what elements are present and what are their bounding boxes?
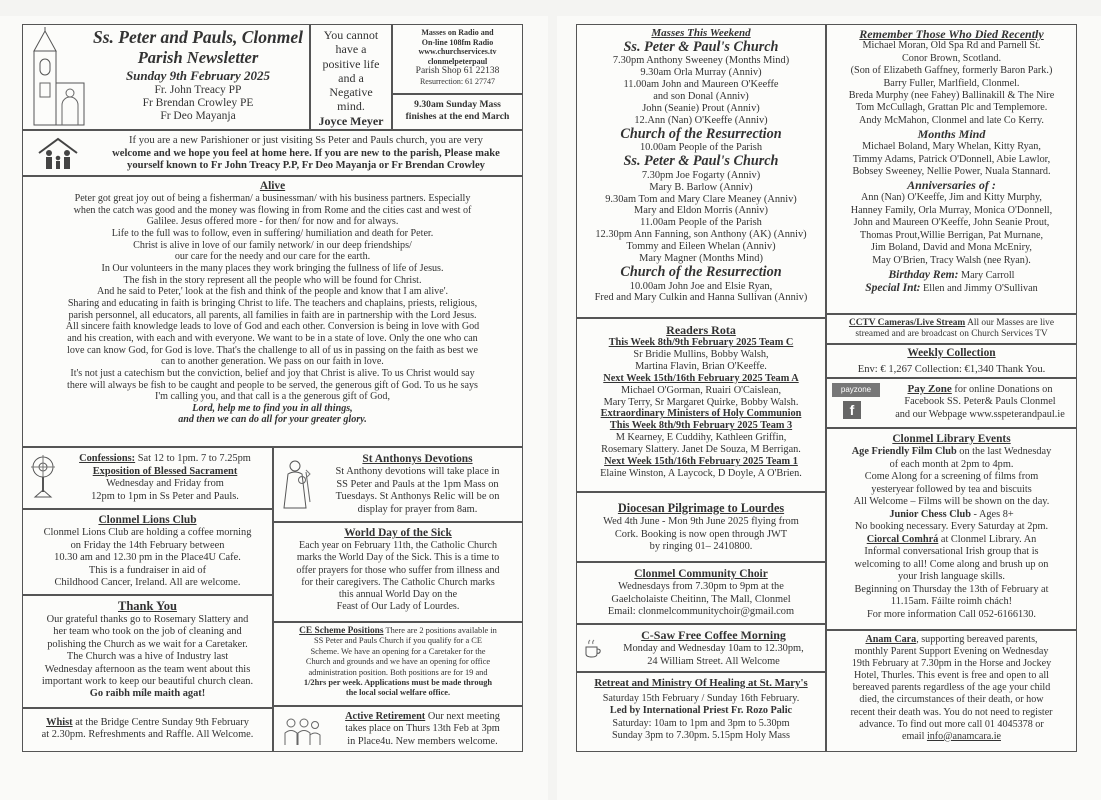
- library-title: Clonmel Library Events: [892, 433, 1011, 445]
- remember-title: Remember Those Who Died Recently: [859, 27, 1044, 41]
- lourdes-title: Diocesan Pilgrimage to Lourdes: [617, 501, 785, 515]
- retirement-line: Our next meeting: [425, 711, 500, 722]
- film-club-title: Age Friendly Film Club: [851, 446, 957, 457]
- irish-group-title: Ciorcal Comhrá: [866, 533, 939, 545]
- film-club-line: Come Along for a screening of films from: [864, 471, 1039, 482]
- film-club-line: yesteryear followed by tea and biscuits: [871, 483, 1032, 495]
- mass-intention: 11.00am John and Maureen O'Keeffe: [623, 79, 779, 91]
- radio-line: www.churchservices.tv: [418, 47, 497, 56]
- cctv-line: All our Masses are live: [965, 318, 1055, 328]
- resurrection-phone: Resurrection: 61 27747: [419, 77, 496, 86]
- exposition-line: Wednesday and Friday from: [106, 478, 224, 489]
- alive-line: And he said to Peter,' look at the fish and think of the people and know that I am alive'.: [96, 286, 449, 298]
- anniversary-line: John and Maureen O'Keeffe, John Seanie Prout,: [853, 217, 1050, 229]
- welcome-line: If you are a new Parishioner or just visiting Ss Peter and Pauls church, you are very: [129, 135, 483, 146]
- st-anthony-box: [273, 447, 523, 522]
- quote-line: mind.: [337, 99, 365, 114]
- radio-line: Masses on Radio and: [421, 28, 494, 37]
- thank-you-line: Our grateful thanks go to Rosemary Slattery and: [46, 614, 249, 625]
- alive-line: when the catch was good and the money was flowing in from Rome and the cities cast and west of: [73, 204, 472, 216]
- remember-line: Breda Murphy (nee Fahey) Ballinakill & The Nire: [848, 90, 1055, 102]
- church-tower-icon: [26, 27, 86, 127]
- anam-cara-line: Hotel, Thurles. This event is free and open to all: [853, 670, 1049, 682]
- anniversary-line: Jim Boland, David and Mona McEniry,: [871, 242, 1032, 254]
- payzone-line: and our Webpage www.sspeterandpaul.ie: [895, 408, 1065, 420]
- thank-you-line: The Church was a hive of Industry last: [66, 651, 229, 663]
- mass-intention: 7.30pm Anthony Sweeney (Months Mind): [612, 55, 790, 67]
- st-anthony-line: Tuesdays. St Anthonys Relic will be on: [335, 491, 500, 502]
- alive-line: Life to the full was to follow, even in suffering/ humiliation and death for Peter.: [111, 227, 434, 239]
- masses-box: [576, 24, 826, 318]
- emhc-title: Extraordinary Ministers of Holy Communion: [600, 408, 802, 420]
- alive-line: our care for the needy and our care for the earth.: [174, 251, 371, 263]
- alive-line: In Our volunteers in the many places they work bringing the fullness of life of Jesus.: [101, 262, 444, 274]
- mass-intention: Mary B. Barlow (Anniv): [649, 181, 753, 193]
- family-home-icon: [37, 137, 79, 171]
- alive-line: can to another generation. We pass on our faith in love.: [161, 356, 384, 368]
- readers-names: Mary Terry, Sr Margaret Quirke, Bobby Walsh.: [603, 396, 799, 408]
- clergy-name: Fr. John Treacy PP: [154, 84, 242, 96]
- clergy-name: Fr Deo Mayanja: [160, 110, 236, 122]
- mass-intention: 9.30am Orla Murray (Anniv): [640, 67, 762, 79]
- lourdes-line: Cork. Booking is now open through JWT: [614, 528, 788, 540]
- months-mind-line: Timmy Adams, Patrick O'Donnell, Abie Lawlor,: [852, 153, 1051, 165]
- alive-line: parish personnel, all educators, all parents, all families in faith are in partnership with the Lord Jesus.: [68, 309, 477, 321]
- issue-date: Sunday 9th February 2025: [125, 68, 271, 83]
- church-heading: Ss. Peter & Paul's Church: [623, 38, 779, 55]
- ce-line: the local social welfare office.: [345, 688, 451, 698]
- anniversary-line: Hanney Family, Orla Murray, Monica O'Donnell,: [850, 204, 1053, 216]
- anam-cara-line: died, the circumstances of their death, or how: [859, 694, 1044, 706]
- lions-line: Clonmel Lions Club are holding a coffee morning: [43, 527, 252, 538]
- st-anthony-title: St Anthonys Devotions: [362, 453, 473, 465]
- retirement-line: in Place4u. New members welcome.: [347, 735, 498, 747]
- quote-box: [310, 24, 392, 130]
- alive-line: there will always be fish to be caught and people to be served, the generous gift of God. To us he says: [67, 379, 478, 391]
- ce-line: Church and grounds and we have an opening for office: [305, 657, 491, 667]
- mass-intention: Mary Magner (Months Mind): [639, 253, 763, 265]
- chess-club-line: - Ages 8+: [970, 508, 1014, 520]
- retreat-title: Retreat and Ministry Of Healing at St. Mary's: [594, 677, 808, 689]
- choir-title: Clonmel Community Choir: [634, 568, 768, 580]
- retreat-leader: Led by International Priest Fr. Rozo Palic: [609, 705, 793, 717]
- sick-line: Feast of Our Lady of Lourdes.: [336, 601, 460, 613]
- readers-week: Next Week 15th/16th February 2025 Team A: [603, 372, 799, 384]
- csaw-line: Monday and Wednesday 10am to 12.30pm,: [623, 643, 804, 654]
- months-mind-title: Months Mind: [917, 127, 986, 142]
- mass-intention: 10.00am People of the Parish: [639, 142, 763, 154]
- anam-cara-title: Anam Cara: [865, 634, 917, 645]
- birthday-names: Mary Carroll: [958, 269, 1015, 281]
- readers-rota-box: [576, 318, 826, 492]
- choir-line: Wednesdays from 7.30pm to 9pm at the: [618, 581, 784, 592]
- mass-notice: [392, 94, 523, 130]
- alive-line: I'm calling you, and that call is a the generous gift of God,: [154, 391, 391, 403]
- email-label: email: [902, 730, 927, 742]
- alive-line: The fish in the story represent all the people who will be found for Christ.: [123, 274, 422, 286]
- film-club-line: on the last Wednesday: [956, 446, 1052, 457]
- readers-names: Rosemary Slattery. Janet De Souza, M Berrigan.: [601, 444, 801, 456]
- clergy-name: Fr Brendan Crowley PE: [142, 97, 254, 109]
- payzone-logo: payzone: [832, 383, 880, 397]
- parish-title: Ss. Peter and Pauls, Clonmel: [92, 27, 304, 47]
- quote-line: Negative: [329, 85, 373, 100]
- mass-intention: 10.00am John Joe and Elsie Ryan,: [629, 280, 773, 292]
- anam-cara-email-link[interactable]: info@anamcara.ie: [926, 730, 1001, 742]
- alive-line: Sharing and educating in faith is bringing Christ to life. The teachers and chaplains, priests, religious,: [67, 297, 478, 309]
- mass-intention: 11.00am People of the Parish: [640, 217, 762, 229]
- anam-cara-line: , supporting bereaved parents,: [916, 634, 1038, 645]
- ce-line: There are 2 positions available in: [383, 626, 497, 635]
- ce-line: administration position. Both positions are for 19 and: [308, 667, 488, 677]
- payzone-box: [826, 378, 1077, 428]
- payzone-title[interactable]: Pay Zone: [907, 383, 952, 395]
- months-mind-line: Michael Boland, Mary Whelan, Kitty Ryan,: [862, 141, 1041, 153]
- irish-group-line: at Clonmel Library. An: [938, 533, 1037, 545]
- welcome-box: [22, 130, 523, 176]
- payzone-line: for online Donations on: [951, 384, 1053, 395]
- library-box: [826, 428, 1077, 630]
- irish-group-line: Informal conversational Irish group that is: [864, 546, 1039, 557]
- collection-amounts: Env: € 1,267 Collection: €1,340 Thank You.: [857, 364, 1046, 375]
- collection-title: Weekly Collection: [907, 347, 996, 359]
- remember-line: Tom McCullagh, Grattan Plc and Templemore.: [855, 102, 1048, 114]
- thank-you-line: Wednesday afternoon as the team went about this: [44, 663, 251, 675]
- whist-label: Whist: [46, 717, 73, 728]
- retirement-group-icon: [282, 715, 322, 747]
- readers-names: Michael O'Gorman, Ruairi O'Caislean,: [620, 384, 782, 396]
- choir-box: [576, 562, 826, 624]
- special-int-label: Special Int:: [865, 282, 921, 295]
- radio-line: On-line 108fm Radio: [421, 37, 494, 47]
- quote-line: positive life: [322, 56, 380, 71]
- alive-article: [22, 176, 523, 447]
- csaw-title: C-Saw Free Coffee Morning: [641, 628, 786, 642]
- months-mind-line: Bobsey Sweeney, Nellie Power, Nuala Stannard.: [852, 166, 1051, 178]
- anniversary-line: Thomas Prout,Willie Berrigan, Pat Murnane,: [859, 229, 1044, 241]
- alive-closing: and then we can do all for your greater glory.: [178, 414, 367, 426]
- alive-line: Christ is alive in love of our family network/ in our deep friendships/: [133, 239, 412, 251]
- chess-club-line: No booking necessary. Every Saturday at 2pm.: [854, 521, 1049, 532]
- confessions-hours: Sat 12 to 1pm. 7 to 7.25pm: [137, 453, 251, 464]
- lions-title: Clonmel Lions Club: [98, 514, 197, 526]
- mass-intention: 9.30am Tom and Mary Clare Meaney (Anniv): [605, 193, 797, 205]
- alive-line: It's not just a catechism but the conviction, belief and joy that Christ is alive. To us Christ would say: [70, 367, 475, 379]
- alive-line: Galilee. Jesus offered more - for then/ for now and for always.: [146, 216, 399, 228]
- world-day-sick-box: [273, 522, 523, 622]
- church-heading: Ss. Peter & Paul's Church: [623, 153, 779, 170]
- thank-you-line: important work to keep our beautiful church clean.: [41, 676, 254, 688]
- irish-group-line: your Irish language skills.: [898, 571, 1005, 582]
- facebook-icon: f: [843, 401, 861, 419]
- choir-line: Email: clonmelcommunitychoir@gmail.com: [607, 606, 795, 618]
- church-heading: Church of the Resurrection: [620, 125, 782, 142]
- retreat-line: Saturday: 10am to 1pm and 3pm to 5.30pm: [612, 717, 790, 729]
- anam-cara-line: 19th February at 7.30pm in the Horse and Jockey: [851, 658, 1052, 670]
- irish-group-line: For more information Call 052-6166130.: [866, 608, 1037, 620]
- sick-line: Each year on February 11th, the Catholic Church: [298, 540, 498, 551]
- readers-week: This Week 8th/9th February 2025 Team C: [608, 337, 794, 348]
- parish-shop-phone: Parish Shop 61 22138: [415, 66, 500, 76]
- sick-line: this annual World Day on the: [338, 589, 458, 601]
- chess-club-title: Junior Chess Club: [889, 508, 971, 520]
- alive-line: Peter got great joy out of being a fisherman/ a businessman/ with his business partners. Especially: [74, 193, 471, 204]
- anam-cara-line: advance. To find out more call 01 4045378 or: [859, 718, 1044, 730]
- whist-line: at 2.30pm. Refreshments and Raffle. All Welcome.: [41, 729, 254, 741]
- coffee-cup-icon: [584, 639, 602, 659]
- sick-line: for their caregivers. The Catholic Church marks: [301, 576, 495, 588]
- payzone-line: Facebook SS. Peter& Pauls Clonmel: [904, 396, 1056, 408]
- whist-line: at the Bridge Centre Sunday 9th February: [72, 717, 249, 728]
- masses-title: Masses This Weekend: [651, 27, 751, 39]
- anniversary-line: Ann (Nan) O'Keeffe, Jim and Kitty Murphy,: [861, 192, 1042, 204]
- st-anthony-line: SS Peter and Pauls at the 1pm Mass on: [336, 478, 499, 490]
- lions-line: 10.30 am and 12.30 pm in the Place4U Cafe.: [54, 552, 241, 563]
- film-club-line: of each month at 2pm to 4pm.: [889, 458, 1014, 470]
- alive-title: Alive: [259, 180, 286, 192]
- cctv-line: streamed and are broadcast on Church Services TV: [855, 329, 1048, 339]
- alive-line: and his creation, with each and with everyone. We want to be in a state of love. Only the one who can: [67, 332, 478, 344]
- ce-title: CE Scheme Positions: [299, 626, 384, 636]
- mass-intention: John (Seanie) Prout (Anniv): [642, 103, 760, 115]
- confessions-label: Confessions:: [79, 453, 136, 464]
- st-anthony-line: St Anthony devotions will take place in: [335, 466, 500, 477]
- irish-group-line: welcoming to all! Come along and brush up on: [854, 558, 1049, 570]
- ce-line: Scheme. We have an opening for a Caretaker for the: [310, 646, 486, 656]
- special-int-names: Ellen and Jimmy O'Sullivan: [920, 283, 1038, 295]
- ce-scheme-box: [273, 622, 523, 706]
- remember-line: (Son of Elizabeth Gaffney, formerly Baron Park.): [850, 65, 1053, 77]
- cctv-title: CCTV Cameras/Live Stream: [848, 318, 966, 328]
- thank-you-box: [22, 595, 273, 708]
- whist-box: [22, 708, 273, 752]
- radio-box: [392, 24, 523, 94]
- confessions-box: [22, 447, 273, 509]
- retreat-line: Sunday 3pm to 7.30pm. 5.15pm Holy Mass: [611, 729, 790, 741]
- lions-line: Childhood Cancer, Ireland. All are welcome.: [54, 577, 241, 588]
- film-club-line: All Welcome – Films will be shown on the day.: [853, 496, 1050, 507]
- mass-intention: and son Donal (Anniv): [653, 91, 749, 103]
- retreat-line: Saturday 15th February / Sunday 16th February.: [602, 693, 800, 704]
- anam-cara-line: bereaved parents regardless of the age your child: [852, 682, 1051, 694]
- anniversaries-title: Anniversaries of :: [907, 178, 996, 193]
- masthead: [22, 24, 310, 130]
- exposition-line: 12pm to 1pm in Ss Peter and Pauls.: [91, 490, 239, 502]
- welcome-line: welcome and we hope you feel at home here. If you are new to the parish, Please make: [112, 147, 500, 159]
- ce-line: 1/2hrs per week. Applications must be made through: [303, 678, 493, 688]
- radio-line: clonmelpeterpaul: [427, 56, 488, 66]
- mass-intention: Mary and Eldon Morris (Anniv): [634, 205, 768, 217]
- irish-group-line: 11.15am. Fáilte roimh chách!: [890, 596, 1013, 607]
- quote-line: have a: [335, 42, 367, 57]
- thank-you-line: polishing the Church as we wait for a Caretaker.: [47, 638, 248, 650]
- thank-you-title: Thank You: [118, 599, 177, 613]
- sick-line: marks the World Day of the Sick. This is a time to: [296, 552, 500, 564]
- alive-closing: Lord, help me to find you in all things,: [192, 402, 353, 414]
- cctv-box: [826, 314, 1077, 344]
- remember-box: [826, 24, 1077, 314]
- anam-cara-line: monthly Parent Support Evening on Wednesday: [854, 646, 1049, 658]
- remember-line: Andy McMahon, Clonmel and late Co Kerry.: [859, 114, 1044, 126]
- exposition-title: Exposition of Blessed Sacrament: [92, 465, 238, 477]
- lourdes-box: [576, 492, 826, 562]
- lions-line: This is a fundraiser in aid of: [88, 564, 207, 576]
- birthday-label: Birthday Rem:: [888, 268, 959, 281]
- lourdes-line: Wed 4th June - Mon 9th June 2025 flying from: [603, 516, 799, 527]
- remember-line: Barry Fuller, Marlfield, Clonmel.: [883, 77, 1020, 89]
- irish-group-line: Beginning on Thursday the 13th of February at: [854, 583, 1049, 595]
- quote-line: You cannot: [323, 28, 379, 42]
- mass-intention: Fred and Mary Culkin and Hanna Sullivan (Anniv): [594, 292, 808, 304]
- newsletter-subtitle: Parish Newsletter: [137, 48, 259, 67]
- anniversary-line: May O'Brien, Tracy Walsh (nee Ryan).: [872, 254, 1031, 266]
- readers-names: M Kearney, E Cuddihy, Kathleen Griffin,: [615, 432, 787, 444]
- retreat-box: [576, 672, 826, 752]
- remember-line: Conor Brown, Scotland.: [901, 52, 1002, 64]
- readers-week: Next Week 15th/16th February 2025 Team 1: [604, 456, 798, 468]
- alive-line: All sincere faith knowledge leads to love of God and each other. Conversion is being in love with God: [65, 321, 480, 333]
- thank-you-line: her team who took on the job of cleaning and: [53, 626, 242, 638]
- saint-anthony-icon: [282, 458, 312, 510]
- collection-box: [826, 344, 1077, 378]
- sick-line: offer prayers for those who suffer from illness and: [296, 564, 500, 576]
- mass-intention: 12.30pm Ann Fanning, son Anthony (AK) (Anniv): [595, 229, 807, 241]
- ce-line: SS Peter and Pauls Church if you qualify for a CE: [314, 636, 482, 646]
- welcome-line: yourself known to Fr John Treacy P.P, Fr Deo Mayanja or Fr Brendan Crowley: [127, 160, 485, 171]
- remember-line: Michael Moran, Old Spa Rd and Parnell St.: [862, 40, 1041, 52]
- notice-line: finishes at the end March: [405, 110, 510, 122]
- st-anthony-line: display for prayer from 8am.: [357, 503, 478, 515]
- csaw-box: [576, 624, 826, 672]
- readers-title: Readers Rota: [666, 323, 736, 337]
- monstrance-icon: [30, 454, 56, 498]
- mass-intention: 12.Ann (Nan) O'Keeffe (Anniv): [634, 114, 768, 126]
- readers-names: Martina Flavin, Brian O'Keeffe.: [635, 360, 767, 372]
- csaw-line: 24 William Street. All Welcome: [647, 655, 780, 667]
- quote-author: Joyce Meyer: [318, 113, 384, 128]
- lions-club-box: [22, 509, 273, 595]
- retirement-title: Active Retirement: [345, 711, 426, 722]
- retirement-line: takes place on Thurs 13th Feb at 3pm: [345, 723, 500, 735]
- lourdes-line: by ringing 01– 2410800.: [649, 541, 753, 552]
- choir-line: Gaelcholaiste Cheitinn, The Mall, Clonmel: [611, 593, 791, 605]
- alive-line: love can know God, for God is love. That's the challenge to all of us in passing on the faith as best we: [67, 344, 478, 356]
- readers-names: Sr Bridie Mullins, Bobby Walsh,: [633, 348, 769, 360]
- thank-you-irish: Go raibh míle maith agat!: [89, 688, 206, 700]
- active-retirement-box: [273, 706, 523, 752]
- readers-week: This Week 8th/9th February 2025 Team 3: [609, 420, 793, 432]
- mass-intention: Tommy and Eileen Whelan (Anniv): [626, 241, 776, 253]
- quote-line: and a: [338, 70, 364, 85]
- mass-intention: 7.30pm Joe Fogarty (Anniv): [641, 169, 761, 181]
- anam-cara-line: recent their death was. You do not need to register: [850, 706, 1053, 718]
- church-heading: Church of the Resurrection: [620, 264, 782, 280]
- anam-cara-box: [826, 630, 1077, 752]
- notice-line: 9.30am Sunday Mass: [414, 99, 501, 110]
- readers-names: Elaine Winston, A Laycock, D Doyle, A O'Brien.: [600, 467, 802, 479]
- lions-line: on Friday the 14th February between: [70, 539, 225, 551]
- sick-title: World Day of the Sick: [344, 527, 452, 539]
